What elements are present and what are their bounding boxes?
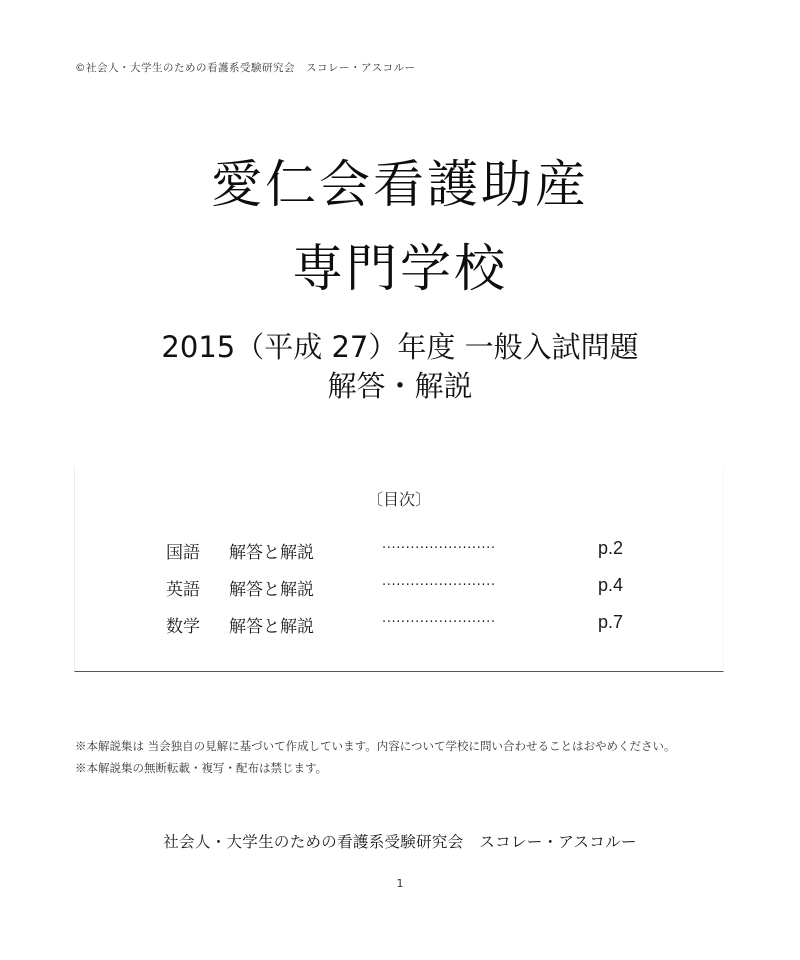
school-name-line2: 専門学校 xyxy=(291,240,508,299)
exam-year-title: 2015（平成 27）年度 一般入試問題 xyxy=(161,330,639,364)
disclaimer-note-2: ※本解説集の無断転載・複写・配布は禁じます。 xyxy=(75,761,328,775)
toc-page-ref: p.4 xyxy=(598,575,624,595)
toc-description: 解答と解説 xyxy=(229,543,314,563)
disclaimer-notes xyxy=(75,735,735,779)
toc-subject: 国語 xyxy=(166,543,200,563)
copyright-header: ©社会人・大学生のための看護系受験研究会 スコレー・アスコルー xyxy=(75,62,416,74)
toc-page-ref: p.7 xyxy=(598,612,624,632)
answers-explanations-title: 解答・解説 xyxy=(327,369,473,403)
footer-organization: 社会人・大学生のための看護系受験研究会 スコレー・アスコルー xyxy=(163,833,637,851)
toc-entry-english[interactable] xyxy=(75,575,723,599)
toc-heading: 〔目次〕 xyxy=(366,490,431,509)
disclaimer-note-1: ※本解説集は 当会独自の見解に基づいて作成しています。内容について学校に問い合わせることはおやめください。 xyxy=(75,739,676,753)
toc-dot-leader: ························ xyxy=(382,578,496,593)
toc-entry-math[interactable] xyxy=(75,612,723,636)
table-of-contents xyxy=(74,466,724,672)
toc-description: 解答と解説 xyxy=(229,617,314,637)
toc-dot-leader: ························ xyxy=(382,615,496,630)
page-number: 1 xyxy=(396,877,404,890)
school-name-line1: 愛仁会看護助産 xyxy=(210,156,589,215)
toc-dot-leader: ························ xyxy=(382,541,496,556)
toc-description: 解答と解説 xyxy=(229,580,314,600)
toc-subject: 英語 xyxy=(166,580,200,600)
toc-subject: 数学 xyxy=(166,617,200,637)
toc-page-ref: p.2 xyxy=(598,538,624,558)
toc-entry-japanese[interactable] xyxy=(75,538,723,562)
